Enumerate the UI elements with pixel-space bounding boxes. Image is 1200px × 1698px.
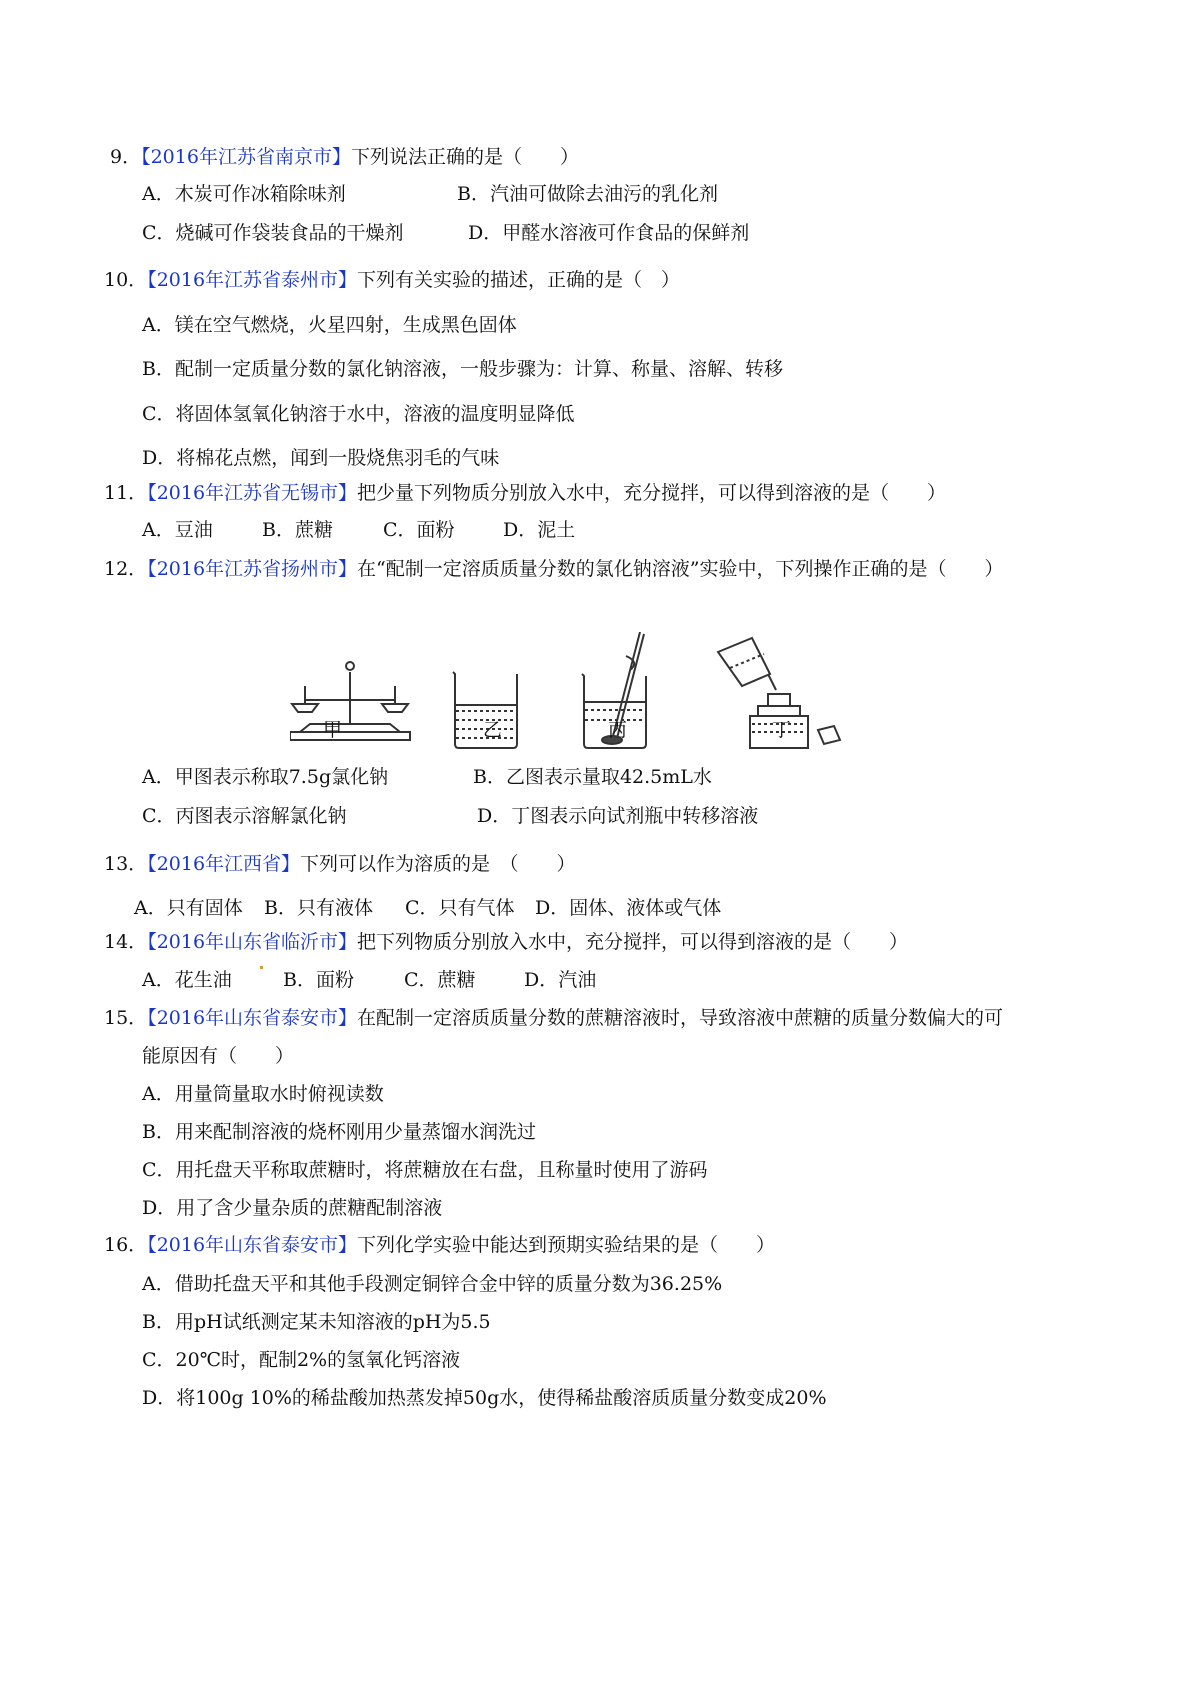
question-source: 【2016年山东省泰安市】 — [147, 1234, 358, 1256]
question-stem: 下列说法正确的是（ ） — [350, 146, 579, 168]
question-stem-continuation: 能原因有（ ） — [142, 1045, 295, 1067]
question-source: 【2016年江苏省泰州市】 — [147, 269, 358, 291]
option-c: C．将固体氢氧化钠溶于水中，溶液的温度明显降低 — [142, 403, 575, 425]
option-c: C．面粉 — [383, 519, 455, 541]
option-b: B．用来配制溶液的烧杯刚用少量蒸馏水润洗过 — [142, 1121, 536, 1143]
option-c: C．20℃时，配制2%的氢氧化钙溶液 — [142, 1349, 461, 1371]
option-d: D．将100g 10%的稀盐酸加热蒸发掉50g水，使得稀盐酸溶质质量分数变成20% — [142, 1387, 827, 1409]
option-a: A．用量筒量取水时俯视读数 — [142, 1083, 384, 1105]
option-a: A．花生油 — [142, 969, 232, 991]
question-source: 【2016年江苏省无锡市】 — [147, 482, 358, 504]
question-stem: 在配制一定溶质质量分数的蔗糖溶液时，导致溶液中蔗糖的质量分数偏大的可 — [357, 1007, 1004, 1029]
question-source: 【2016年山东省临沂市】 — [147, 931, 358, 953]
question-12-line — [104, 557, 1003, 581]
option-b: B．配制一定质量分数的氯化钠溶液，一般步骤为：计算、称量、溶解、转移 — [142, 358, 783, 380]
question-stem: 下列可以作为溶质的是 （ ） — [300, 853, 576, 875]
option-a: A．借助托盘天平和其他手段测定铜锌合金中锌的质量分数为36.25% — [142, 1273, 723, 1295]
option-a: A．甲图表示称取7.5g氯化钠 — [142, 766, 389, 788]
option-b: B．面粉 — [283, 969, 354, 991]
question-number: 12． — [104, 558, 148, 580]
question-stem: 把下列物质分别放入水中，充分搅拌，可以得到溶液的是（ ） — [357, 931, 909, 953]
question-source: 【2016年江苏省扬州市】 — [147, 558, 358, 580]
option-c: C．只有气体 — [405, 897, 515, 919]
option-a: A．豆油 — [142, 519, 213, 541]
question-number: 9． — [110, 146, 142, 168]
question-stem: 下列有关实验的描述，正确的是（ ） — [357, 269, 681, 291]
option-c: C．丙图表示溶解氯化钠 — [142, 805, 347, 827]
question-14-line — [104, 930, 908, 954]
figure-label-yi: 乙 — [483, 719, 503, 741]
question-source: 【2016年江西省】 — [147, 853, 301, 875]
balance-icon — [290, 662, 410, 740]
option-b: B．蔗糖 — [262, 519, 333, 541]
option-b: B．汽油可做除去油污的乳化剂 — [457, 183, 718, 205]
figure-label-ding: 丁 — [772, 719, 792, 741]
question-stem: 下列化学实验中能达到预期实验结果的是（ ） — [357, 1234, 776, 1256]
question-number: 16． — [104, 1234, 148, 1256]
option-d: D．将棉花点燃，闻到一股烧焦羽毛的气味 — [142, 447, 500, 469]
question-source: 【2016年江苏省南京市】 — [141, 146, 351, 168]
question-stem: 在“配制一定溶质质量分数的氯化钠溶液”实验中，下列操作正确的是（ ） — [357, 558, 1004, 580]
question-16-line — [104, 1233, 775, 1257]
question-number: 14． — [104, 931, 148, 953]
option-d: D．用了含少量杂质的蔗糖配制溶液 — [142, 1197, 443, 1219]
question-11-line — [104, 481, 946, 505]
option-d: D．泥土 — [503, 519, 576, 541]
option-d: D．汽油 — [524, 969, 597, 991]
option-d: D．甲醛水溶液可作食品的保鲜剂 — [468, 222, 750, 244]
option-b: B．只有液体 — [264, 897, 373, 919]
option-c: C．用托盘天平称取蔗糖时，将蔗糖放在右盘，且称量时使用了游码 — [142, 1159, 708, 1181]
question-stem: 把少量下列物质分别放入水中，充分搅拌，可以得到溶液的是（ ） — [357, 482, 947, 504]
option-a: A．只有固体 — [134, 897, 243, 919]
question-number: 13． — [104, 853, 148, 875]
question-15-line — [104, 1006, 1003, 1030]
option-a: A．木炭可作冰箱除味剂 — [142, 183, 346, 205]
question-10-line — [104, 268, 680, 292]
question-number: 11． — [104, 482, 148, 504]
figure-label-jia: 甲 — [323, 719, 343, 741]
option-b: B．乙图表示量取42.5mL水 — [473, 766, 712, 788]
question-source: 【2016年山东省泰安市】 — [147, 1007, 358, 1029]
option-b: B．用pH试纸测定某未知溶液的pH为5.5 — [142, 1311, 491, 1333]
option-d: D．固体、液体或气体 — [535, 897, 722, 919]
stray-mark — [260, 966, 263, 969]
option-c: C．烧碱可作袋装食品的干燥剂 — [142, 222, 404, 244]
figure-label-bing: 丙 — [608, 719, 628, 741]
option-d: D．丁图表示向试剂瓶中转移溶液 — [477, 805, 759, 827]
option-a: A．镁在空气燃烧，火星四射，生成黑色固体 — [142, 314, 517, 336]
question-13-line — [104, 852, 576, 876]
question-number: 15． — [104, 1007, 148, 1029]
question-9-line — [110, 145, 579, 169]
question-number: 10． — [104, 269, 148, 291]
option-c: C．蔗糖 — [404, 969, 476, 991]
